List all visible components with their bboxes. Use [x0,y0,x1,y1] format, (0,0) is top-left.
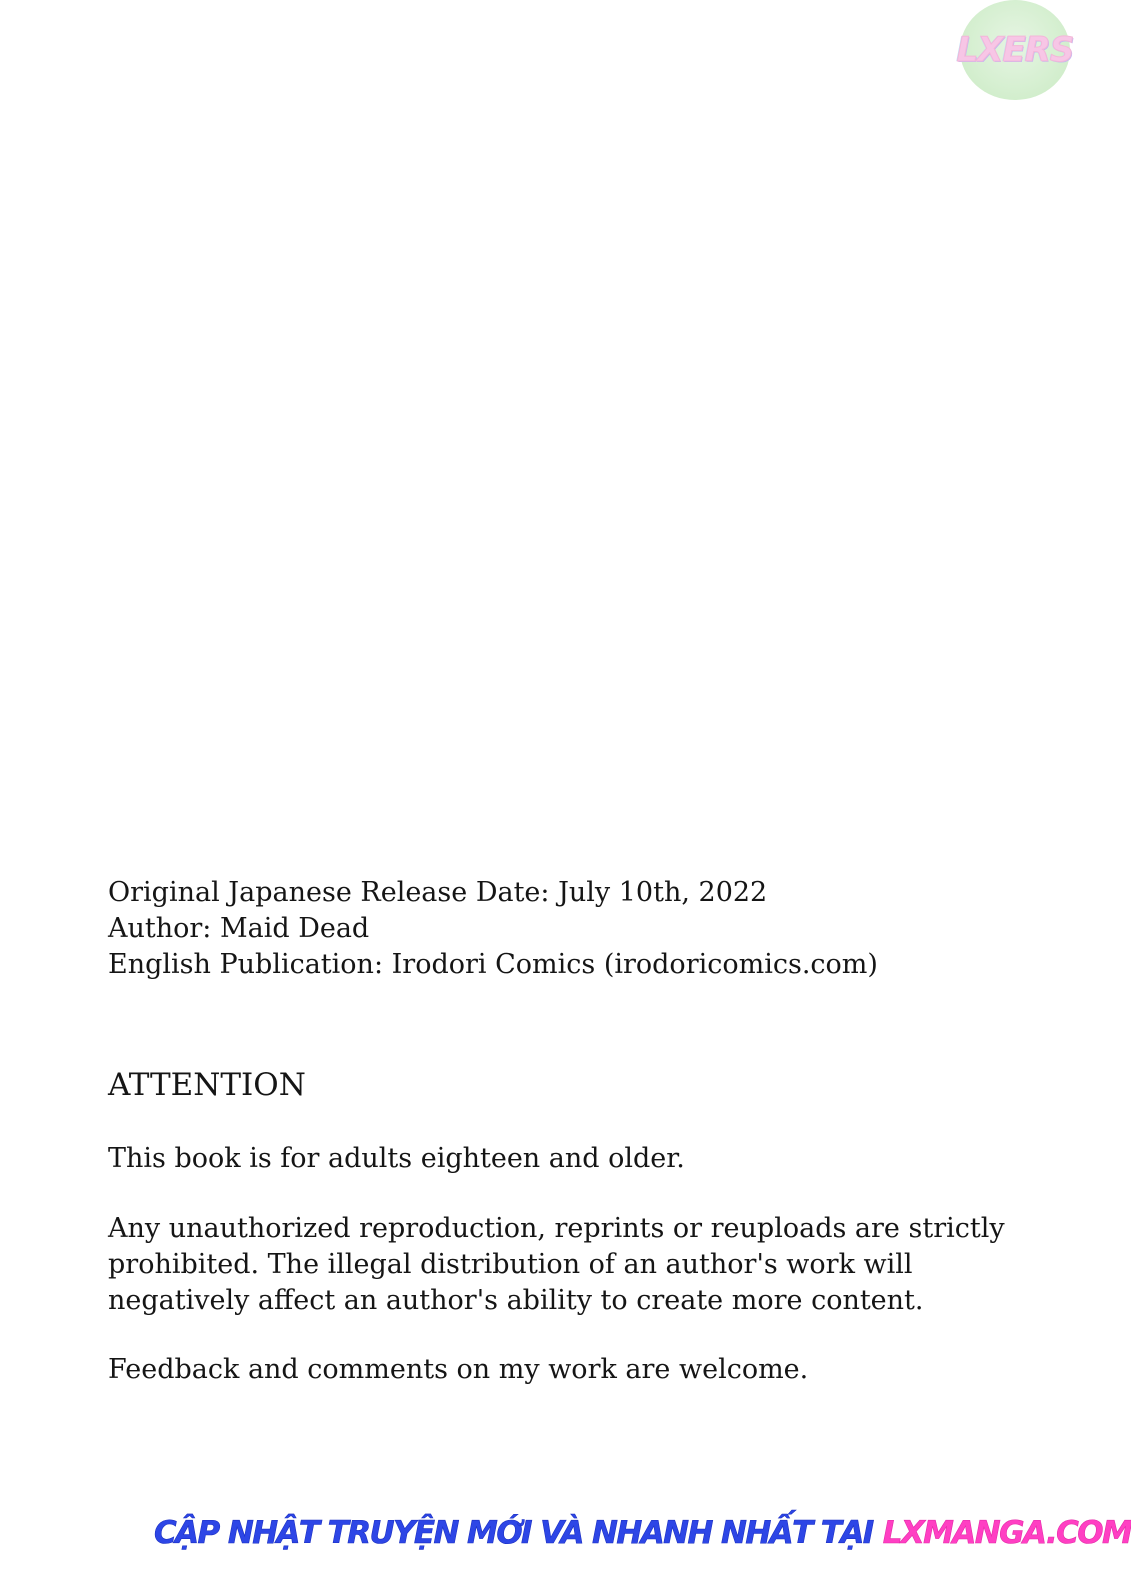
publication-line: English Publication: Irodori Comics (irodoricomics.com) [108,949,878,980]
author-line: Author: Maid Dead [108,913,370,944]
update-banner [154,1510,1131,1556]
copyright-notice-line: Any unauthorized reproduction, reprints or reuploads are strictly [108,1213,1005,1244]
logo-text: LXERS [956,30,1074,70]
banner-site-link[interactable]: LXMANGA.COM [882,1515,1131,1551]
copyright-notice-line: prohibited. The illegal distribution of an author's work will [108,1249,913,1280]
age-notice: This book is for adults eighteen and older. [108,1143,685,1174]
release-date-line: Original Japanese Release Date: July 10th, 2022 [108,877,768,908]
copyright-notice-line: negatively affect an author's ability to create more content. [108,1285,924,1316]
lxers-logo [956,0,1074,100]
attention-heading: ATTENTION [108,1067,306,1103]
credits-block [108,875,878,983]
feedback-notice: Feedback and comments on my work are welcome. [108,1354,809,1385]
copyright-notice [108,1211,1005,1319]
banner-main-text: CẬP NHẬT TRUYỆN MỚI VÀ NHANH NHẤT TẠI [154,1515,873,1551]
